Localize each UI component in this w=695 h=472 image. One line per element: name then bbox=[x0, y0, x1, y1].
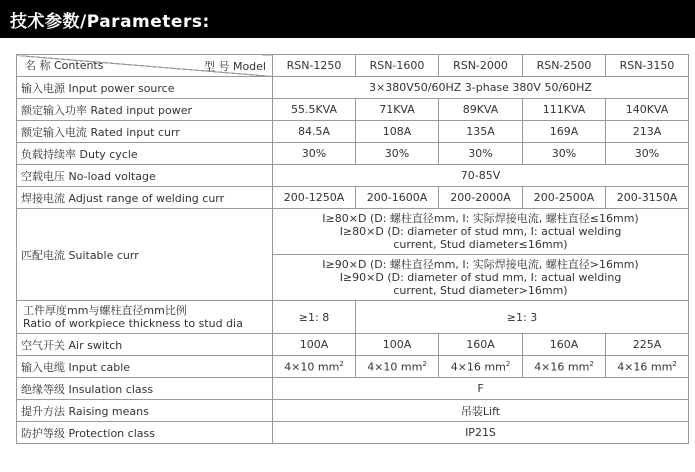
ratio-rest-value: ≥1: 3 bbox=[356, 301, 689, 334]
table-cell: 108A bbox=[356, 121, 439, 143]
cable-value: 4×16 mm bbox=[617, 360, 673, 374]
suitable-curr-line: I≥90×D (D: diameter of stud mm, I: actual welding bbox=[339, 271, 622, 284]
table-row-input-power-source bbox=[17, 77, 689, 99]
raising-means-value: 吊装Lift bbox=[273, 400, 689, 422]
model-rsn-1600: RSN-1600 bbox=[356, 55, 439, 77]
row-label: 匹配电流 Suitable curr bbox=[17, 209, 273, 301]
suitable-curr-line: current, Stud diameter>16mm) bbox=[393, 284, 568, 297]
table-cell: 200-2500A bbox=[523, 187, 606, 209]
table-cell: 100A bbox=[273, 334, 356, 356]
table-row-ratio bbox=[17, 301, 689, 334]
table-cell bbox=[439, 356, 523, 378]
table-cell: 200-2000A bbox=[439, 187, 523, 209]
cable-sup: 2 bbox=[505, 359, 511, 368]
table-cell: 160A bbox=[439, 334, 523, 356]
table-cell: 30% bbox=[439, 143, 523, 165]
corner-cell bbox=[17, 55, 273, 77]
model-rsn-2500: RSN-2500 bbox=[523, 55, 606, 77]
cable-sup: 2 bbox=[672, 359, 677, 368]
cable-value: 4×10 mm bbox=[284, 360, 340, 374]
cable-sup: 2 bbox=[589, 359, 594, 368]
ratio-label-cn: 工件厚度mm与螺柱直径mm比例 bbox=[23, 304, 187, 317]
suitable-curr-line: I≥80×D (D: diameter of stud mm, I: actual welding bbox=[339, 225, 622, 238]
table-cell: 55.5KVA bbox=[273, 99, 356, 121]
section-title: 技术参数/Parameters: bbox=[10, 12, 210, 32]
suitable-curr-line: I≥80×D (D: 螺柱直径mm, I: 实际焊接电流, 螺柱直径≤16mm) bbox=[322, 212, 639, 225]
table-cell bbox=[273, 356, 356, 378]
ratio-label-en: Ratio of workpiece thickness to stud dia bbox=[23, 317, 243, 330]
table-cell bbox=[606, 356, 689, 378]
suitable-curr-line: current, Stud diameter≤16mm) bbox=[393, 238, 568, 251]
table-cell: 100A bbox=[356, 334, 439, 356]
table-row-insulation-class bbox=[17, 378, 689, 400]
row-label: 输入电源 Input power source bbox=[17, 77, 273, 99]
row-label: 额定输入电流 Rated input curr bbox=[17, 121, 273, 143]
row-label: 空气开关 Air switch bbox=[17, 334, 273, 356]
table-cell: 30% bbox=[523, 143, 606, 165]
table-cell: 169A bbox=[523, 121, 606, 143]
row-label: 焊接电流 Adjust range of welding curr bbox=[17, 187, 273, 209]
suitable-curr-block-1 bbox=[273, 209, 689, 255]
model-rsn-1250: RSN-1250 bbox=[273, 55, 356, 77]
table-cell: 213A bbox=[606, 121, 689, 143]
table-row-suitable-curr-1 bbox=[17, 209, 689, 255]
table-row-protection-class bbox=[17, 422, 689, 444]
contents-header: 名 称 Contents bbox=[25, 59, 104, 72]
table-cell: 200-1250A bbox=[273, 187, 356, 209]
table-row-no-load-voltage bbox=[17, 165, 689, 187]
suitable-curr-line: I≥90×D (D: 螺柱直径mm, I: 实际焊接电流, 螺柱直径>16mm) bbox=[322, 258, 639, 271]
parameters-table bbox=[16, 54, 689, 444]
table-row-adjust-range bbox=[17, 187, 689, 209]
table-cell: 84.5A bbox=[273, 121, 356, 143]
table-cell: 225A bbox=[606, 334, 689, 356]
table-cell: 140KVA bbox=[606, 99, 689, 121]
table-row-input-cable bbox=[17, 356, 689, 378]
model-rsn-3150: RSN-3150 bbox=[606, 55, 689, 77]
table-row-rated-input-power bbox=[17, 99, 689, 121]
cable-value: 4×16 mm bbox=[534, 360, 590, 374]
no-load-voltage-value: 70-85V bbox=[273, 165, 689, 187]
suitable-curr-block-2 bbox=[273, 255, 689, 301]
table-row-duty-cycle bbox=[17, 143, 689, 165]
row-label: 提升方法 Raising means bbox=[17, 400, 273, 422]
table-cell: 89KVA bbox=[439, 99, 523, 121]
row-label: 绝缘等级 Insulation class bbox=[17, 378, 273, 400]
table-row-rated-input-curr bbox=[17, 121, 689, 143]
section-header bbox=[0, 0, 695, 38]
table-header-row bbox=[17, 55, 689, 77]
insulation-class-value: F bbox=[273, 378, 689, 400]
cable-sup: 2 bbox=[422, 359, 427, 368]
table-cell: 111KVA bbox=[523, 99, 606, 121]
cable-value: 4×16 mm bbox=[450, 360, 506, 374]
protection-class-value: IP21S bbox=[273, 422, 689, 444]
table-row-raising-means bbox=[17, 400, 689, 422]
ratio-first-value: ≥1: 8 bbox=[273, 301, 356, 334]
row-label: 输入电缆 Input cable bbox=[17, 356, 273, 378]
table-cell bbox=[356, 356, 439, 378]
input-power-source-value: 3×380V50/60HZ 3-phase 380V 50/60HZ bbox=[273, 77, 689, 99]
table-cell bbox=[523, 356, 606, 378]
model-rsn-2000: RSN-2000 bbox=[439, 55, 523, 77]
row-label: 额定输入功率 Rated input power bbox=[17, 99, 273, 121]
table-cell: 71KVA bbox=[356, 99, 439, 121]
table-cell: 200-3150A bbox=[606, 187, 689, 209]
table-cell: 135A bbox=[439, 121, 523, 143]
cable-value: 4×10 mm bbox=[367, 360, 423, 374]
table-cell: 200-1600A bbox=[356, 187, 439, 209]
table-cell: 30% bbox=[273, 143, 356, 165]
table-cell: 160A bbox=[523, 334, 606, 356]
row-label: 防护等级 Protection class bbox=[17, 422, 273, 444]
row-label: 负载持续率 Duty cycle bbox=[17, 143, 273, 165]
table-cell: 30% bbox=[606, 143, 689, 165]
cable-sup: 2 bbox=[339, 359, 344, 368]
table-row-air-switch bbox=[17, 334, 689, 356]
table-cell: 30% bbox=[356, 143, 439, 165]
row-label: 空载电压 No-load voltage bbox=[17, 165, 273, 187]
model-header: 型 号 Model bbox=[203, 60, 266, 73]
row-label-ratio bbox=[17, 301, 273, 334]
